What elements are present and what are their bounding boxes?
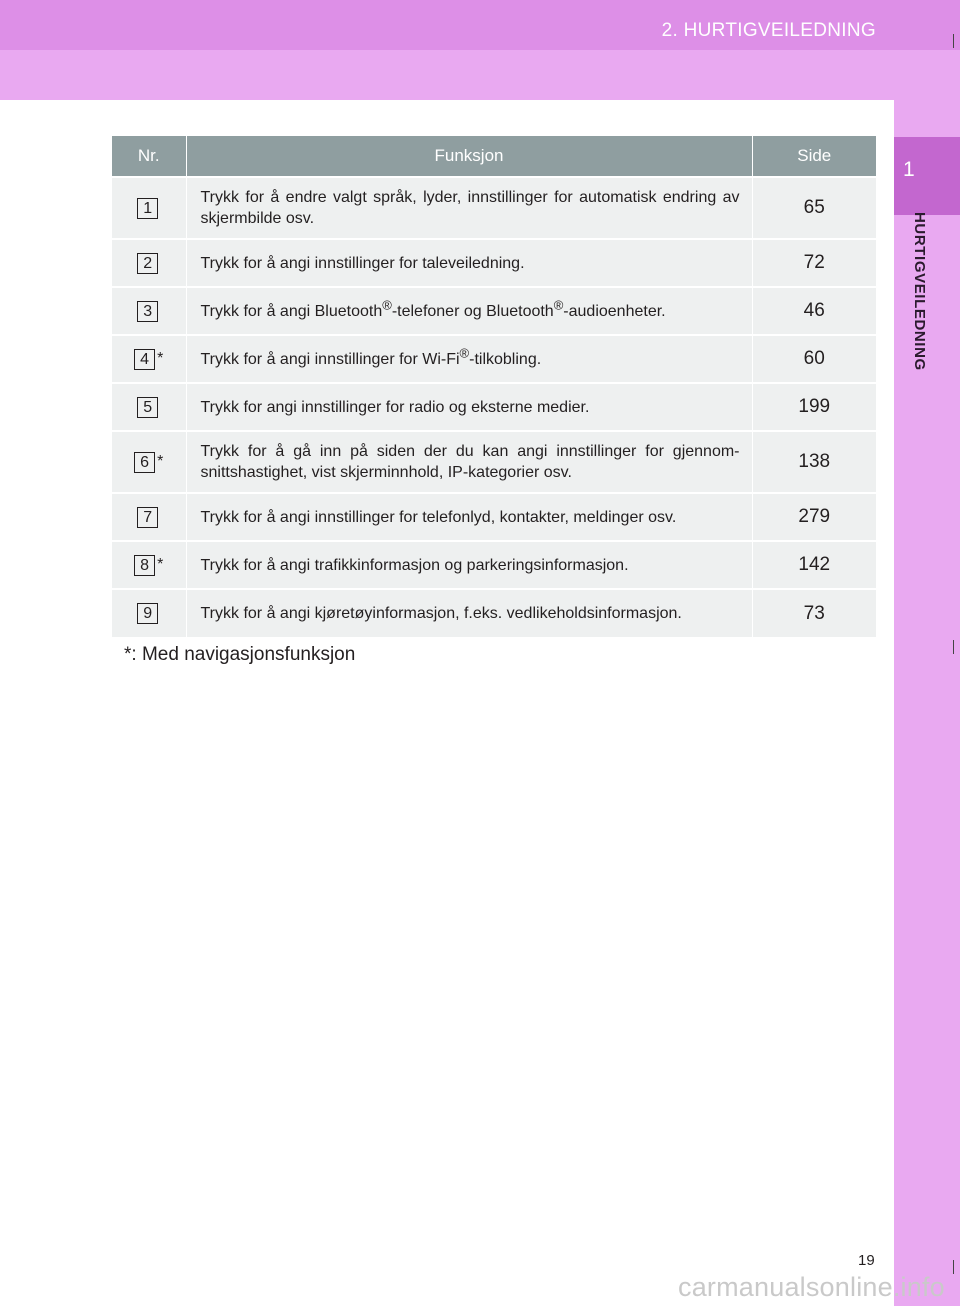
nav-star: * (157, 556, 164, 573)
crop-mark (953, 34, 954, 48)
crop-mark (953, 640, 954, 654)
row-number-cell (112, 541, 186, 589)
function-table (112, 136, 876, 637)
table-header-row (112, 136, 876, 177)
page-reference[interactable]: 142 (752, 541, 876, 589)
function-text: Trykk for å angi kjøretøyinformasjon, f.eks. vedlikeholdsinformasjon. (186, 589, 752, 637)
row-number-cell (112, 431, 186, 493)
function-text: Trykk for angi innstillinger for radio og eksterne medier. (186, 383, 752, 431)
number-box: 7 (137, 507, 158, 528)
number-box: 8 (134, 555, 155, 576)
chapter-label: HURTIGVEILEDNING (911, 212, 928, 371)
page-reference[interactable]: 73 (752, 589, 876, 637)
nav-star: * (157, 350, 164, 367)
page-reference[interactable]: 199 (752, 383, 876, 431)
function-text: Trykk for å angi innstillinger for taleveiledning. (186, 239, 752, 287)
table-row (112, 287, 876, 335)
number-box: 9 (137, 603, 158, 624)
row-number-cell (112, 177, 186, 239)
number-box: 3 (137, 301, 158, 322)
number-box: 2 (137, 253, 158, 274)
function-text: Trykk for å gå inn på siden der du kan angi innstillinger for gjennom-snittshastighet, vist skjerminnhold, IP-kategorier osv. (186, 431, 752, 493)
page-reference[interactable]: 72 (752, 239, 876, 287)
crop-mark (953, 1260, 954, 1274)
page-reference[interactable]: 65 (752, 177, 876, 239)
page-reference[interactable]: 138 (752, 431, 876, 493)
function-text: Trykk for å angi innstillinger for telefonlyd, kontakter, meldinger osv. (186, 493, 752, 541)
number-box: 6 (134, 452, 155, 473)
row-number-cell (112, 493, 186, 541)
row-number-cell (112, 287, 186, 335)
number-box: 5 (137, 397, 158, 418)
column-header-nr: Nr. (112, 136, 186, 177)
page-reference[interactable]: 60 (752, 335, 876, 383)
section-title: 2. HURTIGVEILEDNING (661, 20, 876, 41)
table-row (112, 589, 876, 637)
function-text: Trykk for å angi innstillinger for Wi-Fi®-tilkobling. (186, 335, 752, 383)
table-row (112, 493, 876, 541)
row-number-cell (112, 239, 186, 287)
table-row (112, 177, 876, 239)
footnote: *: Med navigasjonsfunksjon (124, 644, 356, 665)
page-number: 19 (858, 1252, 875, 1269)
nav-star: * (157, 453, 164, 470)
table-row (112, 541, 876, 589)
chapter-number: 1 (903, 158, 915, 181)
row-number-cell (112, 335, 186, 383)
function-text: Trykk for å endre valgt språk, lyder, innstillinger for automatisk endring av skjermbilde osv. (186, 177, 752, 239)
number-box: 1 (137, 198, 158, 219)
number-box: 4 (134, 349, 155, 370)
table-row (112, 239, 876, 287)
column-header-function: Funksjon (186, 136, 752, 177)
function-text: Trykk for å angi trafikkinformasjon og parkeringsinformasjon. (186, 541, 752, 589)
row-number-cell (112, 383, 186, 431)
function-text: Trykk for å angi Bluetooth®-telefoner og Bluetooth®-audioenheter. (186, 287, 752, 335)
table-row (112, 335, 876, 383)
table-row (112, 383, 876, 431)
watermark[interactable]: carmanualsonline.info (678, 1272, 945, 1302)
column-header-page: Side (752, 136, 876, 177)
row-number-cell (112, 589, 186, 637)
page-reference[interactable]: 46 (752, 287, 876, 335)
table-row (112, 431, 876, 493)
page-reference[interactable]: 279 (752, 493, 876, 541)
header-bar (0, 0, 960, 50)
